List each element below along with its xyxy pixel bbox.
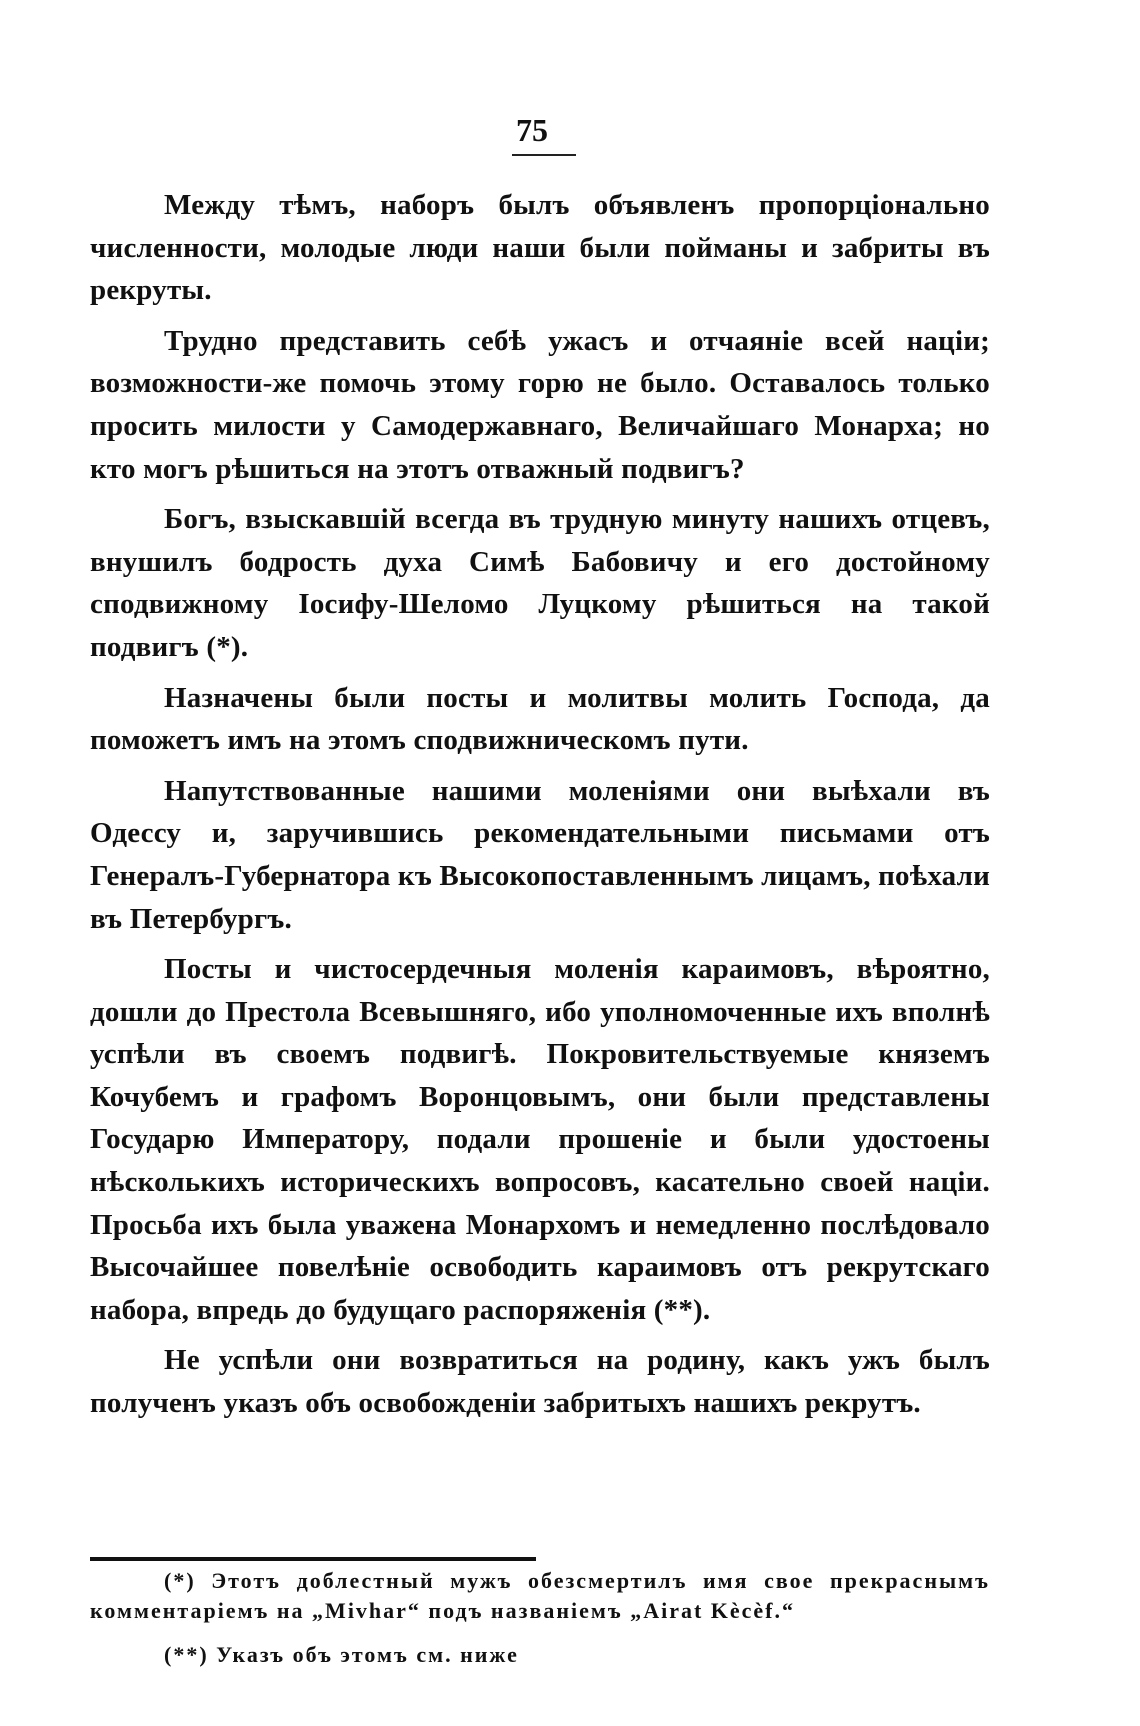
main-text xyxy=(90,184,990,1433)
footnote: (**) Указъ объ этомъ см. ниже xyxy=(164,1642,519,1667)
paragraph: Напутствованные нашими моленіями они выѣхали въ Одессу и, заручившись рекомендательными письмами отъ Генералъ-Губернатора къ Высокопоставленнымъ лицамъ, поѣхали въ Петербургъ. xyxy=(90,774,990,935)
paragraph: Посты и чистосердечныя моленія караимовъ, вѣроятно, дошли до Престола Всевышняго, ибо уполномоченные ихъ вполнѣ успѣли въ своемъ подвигѣ. Покровительствуемые княземъ Кочубемъ и графомъ Воронцовымъ, они были представлены Государю Императору, подали прошеніе и были удостоены нѣсколькихъ историческихъ вопросовъ, касательно своей націи. Просьба ихъ была уважена Монархомъ и немедленно послѣдовало Высочайшее повелѣніе освободить караимовъ отъ рекрутскаго набора, впредь до будущаго распоряженія (**). xyxy=(90,953,990,1326)
footnote: (*) Этотъ доблестный мужъ обезсмертилъ имя свое прекраснымъ комментаріемъ на „Mivhar“ подъ названіемъ „Airat Kèсèf.“ xyxy=(90,1568,990,1623)
paragraph: Трудно представить себѣ ужасъ и отчаяніе всей націи; возможности-же помочь этому горю не было. Оставалось только просить милости у Самодержавнаго, Величайшаго Монарха; но кто могъ рѣшиться на этотъ отважный подвигъ? xyxy=(90,324,990,485)
paragraph: Между тѣмъ, наборъ былъ объявленъ пропорціонально численности, молодые люди наши были пойманы и забриты въ рекруты. xyxy=(90,189,990,307)
footnote-separator xyxy=(90,1557,536,1561)
page-number: 75 xyxy=(516,112,548,148)
footnotes xyxy=(90,1566,990,1684)
page-number-underline xyxy=(512,154,576,156)
paragraph: Не успѣли они возвратиться на родину, какъ ужъ былъ полученъ указъ объ освобожденіи забритыхъ нашихъ рекрутъ. xyxy=(90,1344,990,1420)
paragraph: Назначены были посты и молитвы молить Господа, да поможетъ имъ на этомъ сподвижническомъ пути. xyxy=(90,681,990,757)
paragraph: Богъ, взыскавшій всегда въ трудную минуту нашихъ отцевъ, внушилъ бодрость духа Симѣ Бабовичу и его достойному сподвижному Іосифу-Шеломо Луцкому рѣшиться на такой подвигъ (*). xyxy=(90,503,990,663)
